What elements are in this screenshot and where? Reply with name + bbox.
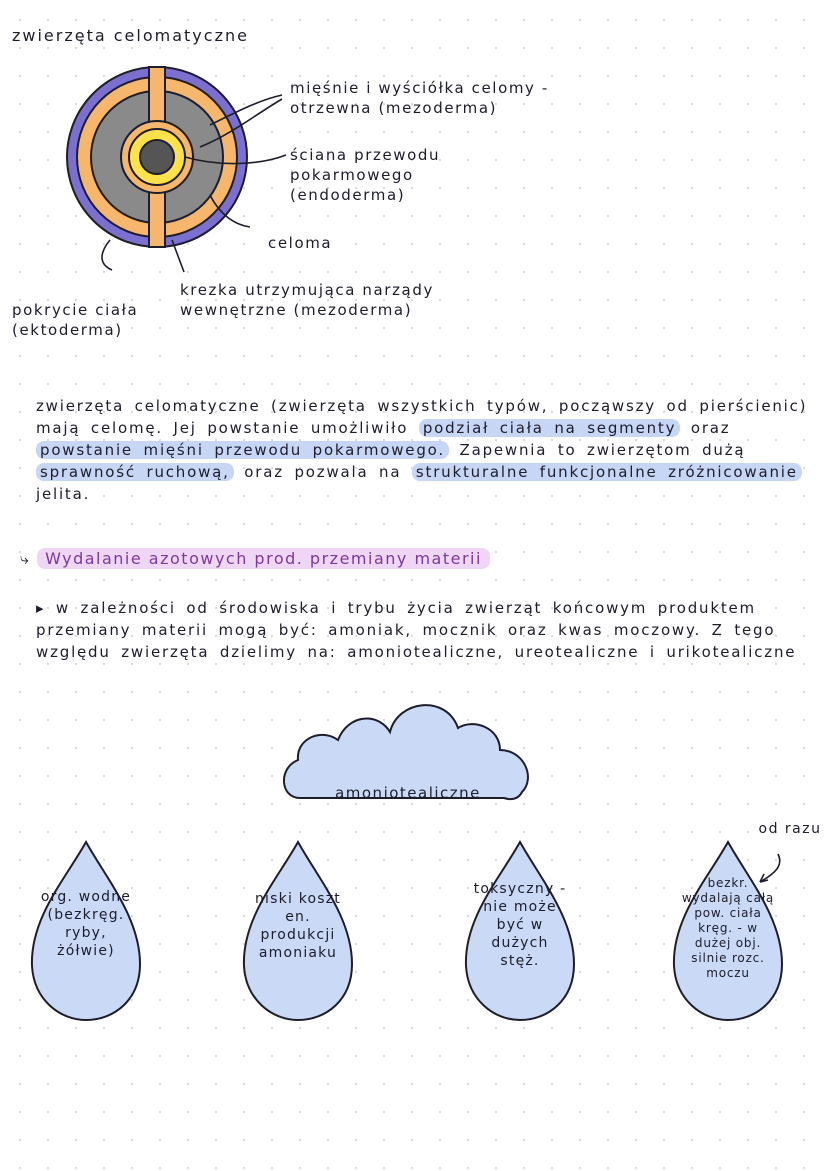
heading-arrow-icon: ⤷ [20, 549, 31, 568]
drop-2-text: niski koszt en. produkcji amoniaku [254, 891, 341, 961]
mesentery-top [149, 67, 165, 129]
heading-text: Wydalanie azotowych prod. przemiany materii [37, 548, 490, 569]
diagram-pointer-lines [90, 238, 200, 298]
label-gut-wall: ściana przewodu pokarmowego (endoderma) [290, 146, 441, 204]
para1-highlight-differentiation: strukturalne funkcjonalne zróżnicowanie [412, 463, 802, 481]
cloud-label: amoniotealiczne [335, 784, 481, 802]
para2-text: w zależności od środowiska i trybu życia zwierząt końcowym produktem przemiany materii mogą być: amoniak, mocznik oraz kwas moczowy. Z tego względu zwierzęta dzielimy na: amoniotealiczne, ureotealiczne i urikotealiczne [36, 599, 797, 661]
annotation-od-razu: od razu [758, 821, 822, 837]
para1-text-a: zwierzęta celomatyczne (zwierzęta wszystkich typów, począwszy od pierścienic) mają celomę. Jej powstanie umożliwiło [36, 397, 808, 437]
drop-3 [460, 838, 580, 1024]
para1-text-d: oraz pozwala na [244, 463, 402, 481]
label-celom: celoma [268, 234, 333, 252]
drop-3-text: toksyczny - nie może być w dużych stęż. [473, 881, 567, 969]
para1-text-e: jelita. [36, 485, 91, 503]
label-cover: pokrycie ciała (ektoderma) [12, 301, 139, 339]
drop-4-text: bezkr. wydalają całą pow. ciała kręg. - w dużej obj. silnie rozc. moczu [681, 876, 775, 980]
drop-1 [26, 838, 146, 1024]
page-title: zwierzęta celomatyczne [12, 26, 249, 45]
annotation-arrow-icon [748, 852, 788, 888]
para1-highlight-movement: sprawność ruchową, [36, 463, 234, 481]
bullet-icon: ▸ [36, 599, 46, 617]
para1-text-b: oraz [690, 419, 731, 437]
gut-lumen [140, 140, 174, 174]
paragraph-celomates [36, 395, 816, 505]
label-muscles: mięśnie i wyściółka celomy - otrzewna (mezoderma) [290, 79, 549, 117]
paragraph-excretion [36, 597, 816, 663]
drop-2 [238, 838, 358, 1024]
para1-highlight-muscles: powstanie mięśni przewodu pokarmowego. [36, 441, 449, 459]
para1-highlight-segments: podział ciała na segmenty [419, 419, 680, 437]
cloud [278, 688, 538, 818]
drop-1-text: org. wodne (bezkręg. ryby, żółwie) [40, 889, 132, 959]
section-heading [20, 549, 490, 569]
label-mesentery: krezka utrzymująca narządy wewnętrzne (mezoderma) [180, 281, 434, 319]
para1-text-c: Zapewnia to zwierzętom dużą [459, 441, 746, 459]
